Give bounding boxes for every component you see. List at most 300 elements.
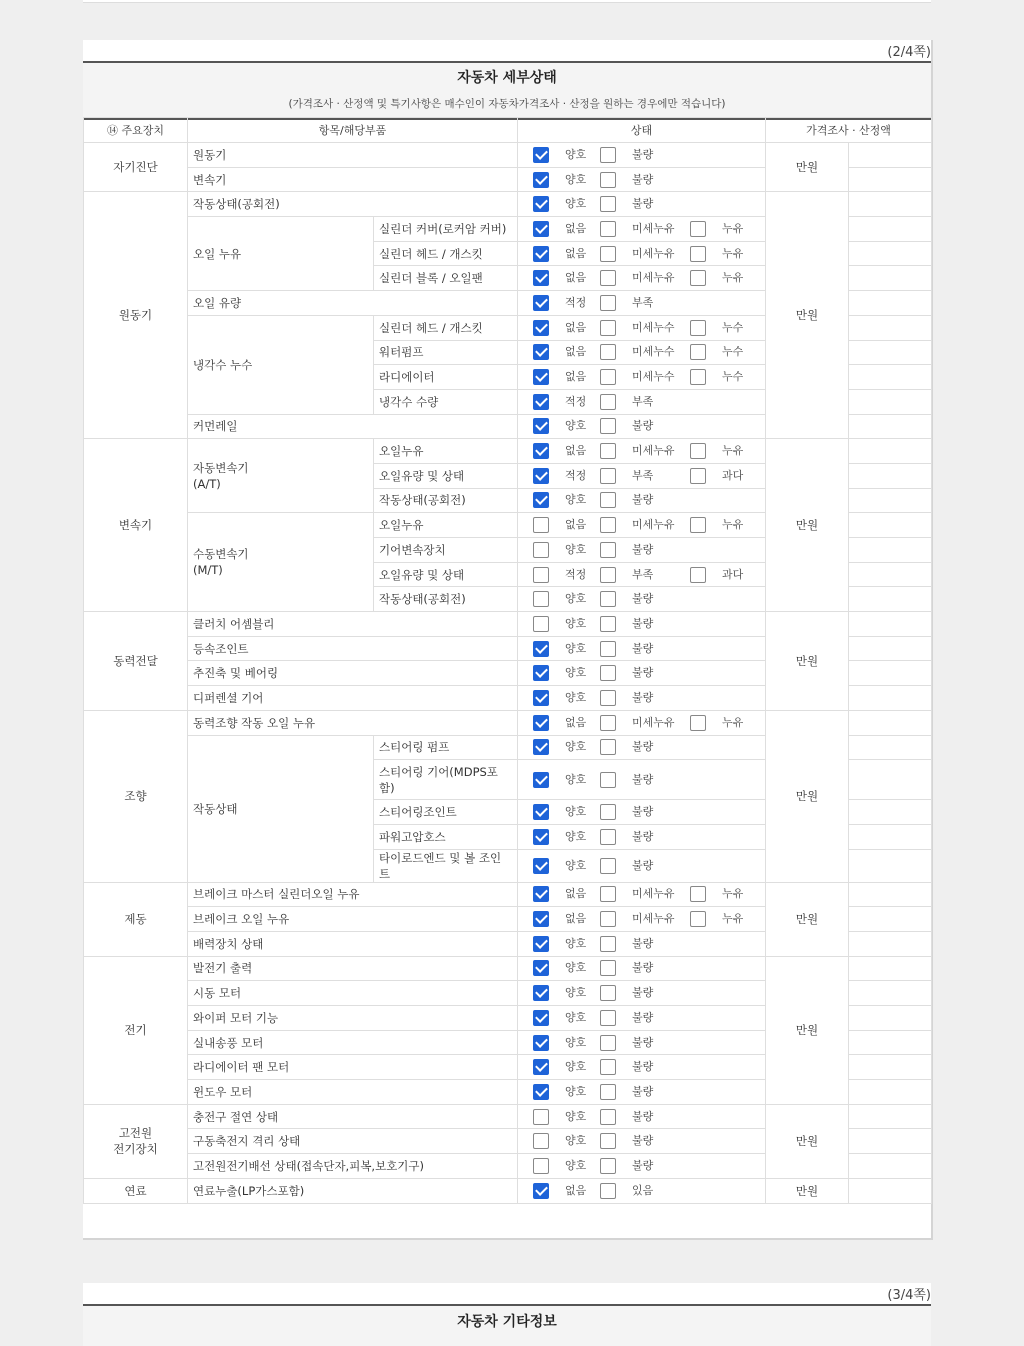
price-value-cell[interactable] [849, 612, 932, 637]
status-cell [518, 1154, 766, 1179]
price-value-cell[interactable] [849, 365, 932, 390]
checkbox-unchecked[interactable] [600, 1133, 616, 1149]
status-options [518, 242, 765, 266]
option-label: 없음 [565, 370, 587, 384]
checkbox-unchecked[interactable] [600, 690, 616, 706]
checkbox-unchecked[interactable] [533, 567, 549, 583]
option-label: 미세누수 [632, 345, 675, 359]
item-label: 시동 모터 [188, 981, 518, 1006]
checkbox-checked[interactable] [533, 468, 549, 484]
status-options [518, 341, 765, 365]
table-row [84, 192, 932, 217]
item-label: 구동축전지 격리 상태 [188, 1129, 518, 1154]
checkbox-checked[interactable] [533, 295, 549, 311]
checkbox-checked[interactable] [533, 196, 549, 212]
checkbox-checked[interactable] [533, 270, 549, 286]
sub-item-label: 실린더 블록 / 오일팬 [374, 266, 518, 291]
item-label: 냉각수 누수 [188, 315, 374, 414]
price-value-cell[interactable] [849, 931, 932, 956]
item-label: 윈도우 모터 [188, 1080, 518, 1105]
option-label: 미세누유 [632, 444, 675, 458]
checkbox-checked[interactable] [533, 1183, 549, 1199]
checkbox-unchecked[interactable] [533, 591, 549, 607]
table-row [84, 612, 932, 637]
status-options [518, 612, 765, 636]
status-cell [518, 849, 766, 882]
status-options [518, 168, 765, 192]
sub-item-label: 타이로드엔드 및 볼 조인트 [374, 849, 518, 882]
checkbox-unchecked[interactable] [600, 492, 616, 508]
status-options [518, 637, 765, 661]
status-cell [518, 538, 766, 563]
checkbox-unchecked[interactable] [600, 665, 616, 681]
price-value-cell[interactable] [849, 538, 932, 563]
option-label: 불량 [632, 936, 654, 950]
option-label: 누유 [722, 887, 744, 901]
checkbox-unchecked[interactable] [600, 147, 616, 163]
option-label: 미세누유 [632, 887, 675, 901]
checkbox-checked[interactable] [533, 1035, 549, 1051]
checkbox-checked[interactable] [533, 829, 549, 845]
price-value-cell[interactable] [849, 192, 932, 217]
status-options [518, 800, 765, 824]
status-options [518, 563, 765, 587]
checkbox-checked[interactable] [533, 1084, 549, 1100]
status-cell [518, 365, 766, 390]
status-options [518, 587, 765, 611]
option-label: 양호 [565, 592, 587, 606]
price-value-cell[interactable] [849, 956, 932, 981]
document-page [83, 40, 933, 1240]
checkbox-checked[interactable] [533, 690, 549, 706]
status-cell [518, 1055, 766, 1080]
checkbox-unchecked[interactable] [600, 517, 616, 533]
price-unit: 만원 [766, 439, 849, 612]
item-label: 오일 유량 [188, 291, 518, 316]
item-label: 오일 누유 [188, 217, 374, 291]
status-cell [518, 661, 766, 686]
status-options [518, 883, 765, 907]
sub-item-label: 스티어링 기어(MDPS포함) [374, 760, 518, 800]
option-label: 적정 [565, 295, 587, 309]
sub-item-label: 파워고압호스 [374, 824, 518, 849]
price-value-cell[interactable] [849, 735, 932, 760]
table-row [84, 143, 932, 168]
status-options [518, 760, 765, 799]
item-label: 추진축 및 베어링 [188, 661, 518, 686]
checkbox-unchecked[interactable] [533, 616, 549, 632]
checkbox-unchecked[interactable] [600, 246, 616, 262]
option-label: 누유 [722, 715, 744, 729]
status-options [518, 932, 765, 956]
price-value-cell[interactable] [849, 661, 932, 686]
sub-item-label: 라디에이터 [374, 365, 518, 390]
checkbox-checked[interactable] [533, 886, 549, 902]
checkbox-unchecked[interactable] [600, 616, 616, 632]
price-value-cell[interactable] [849, 1080, 932, 1105]
checkbox-unchecked[interactable] [533, 1158, 549, 1174]
checkbox-unchecked[interactable] [600, 443, 616, 459]
status-options [518, 143, 765, 167]
status-options [518, 981, 765, 1005]
status-options [518, 957, 765, 981]
option-label: 양호 [565, 666, 587, 680]
option-label: 미세누수 [632, 320, 675, 334]
checkbox-unchecked[interactable] [690, 468, 706, 484]
sub-item-label: 오일유량 및 상태 [374, 562, 518, 587]
option-label: 불량 [632, 542, 654, 556]
option-label: 양호 [565, 172, 587, 186]
checkbox-checked[interactable] [533, 772, 549, 788]
price-value-cell[interactable] [849, 849, 932, 882]
option-label: 불량 [632, 690, 654, 704]
price-value-cell[interactable] [849, 340, 932, 365]
price-value-cell[interactable] [849, 1154, 932, 1179]
checkbox-unchecked[interactable] [600, 911, 616, 927]
option-label: 양호 [565, 1060, 587, 1074]
option-label: 누유 [722, 221, 744, 235]
checkbox-checked[interactable] [533, 715, 549, 731]
table-row [84, 1104, 932, 1129]
price-value-cell[interactable] [849, 800, 932, 825]
checkbox-unchecked[interactable] [600, 196, 616, 212]
checkbox-unchecked[interactable] [600, 1109, 616, 1125]
option-label: 미세누유 [632, 715, 675, 729]
option-label: 없음 [565, 444, 587, 458]
price-value-cell[interactable] [849, 439, 932, 464]
status-cell [518, 824, 766, 849]
option-label: 부족 [632, 295, 654, 309]
checkbox-unchecked[interactable] [690, 270, 706, 286]
price-value-cell[interactable] [849, 710, 932, 735]
table-row [84, 710, 932, 735]
price-value-cell[interactable] [849, 291, 932, 316]
price-value-cell[interactable] [849, 907, 932, 932]
status-cell [518, 315, 766, 340]
status-options [518, 686, 765, 710]
price-value-cell[interactable] [849, 882, 932, 907]
status-options [518, 266, 765, 290]
price-value-cell[interactable] [849, 1055, 932, 1080]
status-cell [518, 1030, 766, 1055]
option-label: 없음 [565, 1183, 587, 1197]
status-cell [518, 636, 766, 661]
price-value-cell[interactable] [849, 1104, 932, 1129]
price-value-cell[interactable] [849, 562, 932, 587]
checkbox-checked[interactable] [533, 394, 549, 410]
status-cell [518, 882, 766, 907]
checkbox-unchecked[interactable] [533, 1109, 549, 1125]
checkbox-unchecked[interactable] [600, 591, 616, 607]
checkbox-checked[interactable] [533, 1010, 549, 1026]
checkbox-checked[interactable] [533, 246, 549, 262]
item-label: 커먼레일 [188, 414, 518, 439]
checkbox-unchecked[interactable] [690, 567, 706, 583]
header-status: 상태 [518, 118, 766, 143]
checkbox-unchecked[interactable] [600, 936, 616, 952]
price-value-cell[interactable] [849, 389, 932, 414]
checkbox-unchecked[interactable] [690, 886, 706, 902]
option-label: 없음 [565, 518, 587, 532]
status-options [518, 711, 765, 735]
checkbox-checked[interactable] [533, 804, 549, 820]
status-options [518, 661, 765, 685]
checkbox-unchecked[interactable] [690, 369, 706, 385]
price-unit: 만원 [766, 956, 849, 1104]
status-cell [518, 710, 766, 735]
price-value-cell[interactable] [849, 1030, 932, 1055]
table-row [84, 439, 932, 464]
checkbox-unchecked[interactable] [600, 418, 616, 434]
status-cell [518, 340, 766, 365]
status-options [518, 1105, 765, 1129]
sub-item-label: 실린더 헤드 / 개스킷 [374, 315, 518, 340]
option-label: 없음 [565, 320, 587, 334]
status-options [518, 415, 765, 439]
status-options [518, 538, 765, 562]
price-value-cell[interactable] [849, 1006, 932, 1031]
checkbox-unchecked[interactable] [600, 1035, 616, 1051]
option-label: 불량 [632, 419, 654, 433]
checkbox-checked[interactable] [533, 320, 549, 336]
checkbox-checked[interactable] [533, 147, 549, 163]
status-cell [518, 389, 766, 414]
option-label: 누수 [722, 320, 744, 334]
option-label: 누유 [722, 246, 744, 260]
item-label: 배력장치 상태 [188, 931, 518, 956]
option-label: 미세누유 [632, 221, 675, 235]
checkbox-checked[interactable] [533, 369, 549, 385]
option-label: 양호 [565, 641, 587, 655]
checkbox-unchecked[interactable] [690, 246, 706, 262]
option-label: 양호 [565, 829, 587, 843]
sub-item-label: 실린더 커버(로커암 커버) [374, 217, 518, 242]
checkbox-unchecked[interactable] [600, 715, 616, 731]
option-label: 불량 [632, 641, 654, 655]
checkbox-checked[interactable] [533, 985, 549, 1001]
price-value-cell[interactable] [849, 587, 932, 612]
checkbox-unchecked[interactable] [600, 985, 616, 1001]
option-label: 미세누유 [632, 912, 675, 926]
header-price: 가격조사 · 산정액 [766, 118, 932, 143]
checkbox-unchecked[interactable] [600, 829, 616, 845]
category-cell: 연료 [84, 1178, 188, 1203]
status-cell [518, 1129, 766, 1154]
table-header-row [84, 118, 932, 143]
checkbox-checked[interactable] [533, 221, 549, 237]
checkbox-checked[interactable] [533, 418, 549, 434]
option-label: 불량 [632, 1035, 654, 1049]
option-label: 양호 [565, 1084, 587, 1098]
option-label: 불량 [632, 616, 654, 630]
checkbox-checked[interactable] [533, 344, 549, 360]
status-options [518, 1179, 765, 1203]
checkbox-checked[interactable] [533, 911, 549, 927]
checkbox-checked[interactable] [533, 739, 549, 755]
checkbox-unchecked[interactable] [690, 221, 706, 237]
checkbox-unchecked[interactable] [600, 886, 616, 902]
status-options [518, 513, 765, 537]
price-value-cell[interactable] [849, 686, 932, 711]
option-label: 양호 [565, 542, 587, 556]
option-label: 부족 [632, 394, 654, 408]
status-options [518, 365, 765, 389]
status-options [518, 291, 765, 315]
inspection-table [83, 117, 932, 1204]
checkbox-unchecked[interactable] [600, 1158, 616, 1174]
option-label: 없음 [565, 345, 587, 359]
option-label: 부족 [632, 567, 654, 581]
status-cell [518, 439, 766, 464]
checkbox-unchecked[interactable] [600, 641, 616, 657]
category-cell: 자기진단 [84, 143, 188, 192]
sub-item-label: 작동상태(공회전) [374, 587, 518, 612]
category-cell: 고전원 전기장치 [84, 1104, 188, 1178]
item-label: 원동기 [188, 143, 518, 168]
option-label: 미세누유 [632, 271, 675, 285]
checkbox-unchecked[interactable] [600, 739, 616, 755]
option-label: 없음 [565, 246, 587, 260]
option-label: 누유 [722, 444, 744, 458]
checkbox-checked[interactable] [533, 858, 549, 874]
checkbox-unchecked[interactable] [690, 443, 706, 459]
checkbox-unchecked[interactable] [690, 517, 706, 533]
checkbox-unchecked[interactable] [690, 320, 706, 336]
option-label: 적정 [565, 567, 587, 581]
option-label: 불량 [632, 1010, 654, 1024]
status-options [518, 439, 765, 463]
status-options [518, 1154, 765, 1178]
price-value-cell[interactable] [849, 488, 932, 513]
table-row [84, 956, 932, 981]
status-options [518, 489, 765, 513]
item-label: 브레이크 오일 누유 [188, 907, 518, 932]
option-label: 양호 [565, 740, 587, 754]
price-value-cell[interactable] [849, 1178, 932, 1203]
option-label: 미세누유 [632, 246, 675, 260]
item-label: 발전기 출력 [188, 956, 518, 981]
status-options [518, 217, 765, 241]
checkbox-checked[interactable] [533, 1059, 549, 1075]
header-item: 항목/해당부품 [188, 118, 518, 143]
checkbox-unchecked[interactable] [600, 542, 616, 558]
option-label: 양호 [565, 1158, 587, 1172]
checkbox-unchecked[interactable] [533, 1133, 549, 1149]
option-label: 양호 [565, 986, 587, 1000]
checkbox-unchecked[interactable] [600, 1183, 616, 1199]
checkbox-unchecked[interactable] [533, 517, 549, 533]
status-options [518, 1055, 765, 1079]
price-value-cell[interactable] [849, 241, 932, 266]
checkbox-unchecked[interactable] [690, 715, 706, 731]
status-cell [518, 217, 766, 242]
status-cell [518, 192, 766, 217]
price-value-cell[interactable] [849, 636, 932, 661]
previous-page-edge [83, 0, 931, 3]
option-label: 불량 [632, 1134, 654, 1148]
checkbox-unchecked[interactable] [600, 369, 616, 385]
status-cell [518, 956, 766, 981]
price-value-cell[interactable] [849, 981, 932, 1006]
price-value-cell[interactable] [849, 513, 932, 538]
option-label: 불량 [632, 858, 654, 872]
checkbox-unchecked[interactable] [600, 772, 616, 788]
section-header [83, 61, 931, 120]
checkbox-unchecked[interactable] [600, 1059, 616, 1075]
status-cell [518, 760, 766, 800]
status-options [518, 850, 765, 882]
option-label: 양호 [565, 961, 587, 975]
checkbox-unchecked[interactable] [600, 172, 616, 188]
checkbox-unchecked[interactable] [600, 960, 616, 976]
checkbox-unchecked[interactable] [600, 394, 616, 410]
checkbox-checked[interactable] [533, 172, 549, 188]
checkbox-unchecked[interactable] [600, 468, 616, 484]
price-value-cell[interactable] [849, 217, 932, 242]
price-unit: 만원 [766, 882, 849, 956]
checkbox-unchecked[interactable] [600, 320, 616, 336]
checkbox-unchecked[interactable] [600, 1010, 616, 1026]
checkbox-unchecked[interactable] [600, 858, 616, 874]
next-page [83, 1283, 931, 1343]
checkbox-unchecked[interactable] [600, 804, 616, 820]
price-value-cell[interactable] [849, 1129, 932, 1154]
checkbox-unchecked[interactable] [600, 344, 616, 360]
status-cell [518, 686, 766, 711]
checkbox-unchecked[interactable] [533, 542, 549, 558]
status-cell [518, 291, 766, 316]
item-label: 작동상태(공회전) [188, 192, 518, 217]
item-label: 등속조인트 [188, 636, 518, 661]
checkbox-unchecked[interactable] [600, 270, 616, 286]
price-value-cell[interactable] [849, 315, 932, 340]
checkbox-unchecked[interactable] [690, 344, 706, 360]
checkbox-unchecked[interactable] [600, 221, 616, 237]
price-value-cell[interactable] [849, 266, 932, 291]
status-cell [518, 562, 766, 587]
status-cell [518, 143, 766, 168]
option-label: 양호 [565, 493, 587, 507]
option-label: 적정 [565, 394, 587, 408]
checkbox-checked[interactable] [533, 641, 549, 657]
price-value-cell[interactable] [849, 824, 932, 849]
checkbox-checked[interactable] [533, 665, 549, 681]
option-label: 양호 [565, 858, 587, 872]
checkbox-checked[interactable] [533, 492, 549, 508]
status-cell [518, 488, 766, 513]
option-label: 양호 [565, 616, 587, 630]
header-main-device: ⑭ 주요장치 [84, 118, 188, 143]
checkbox-checked[interactable] [533, 960, 549, 976]
item-label: 자동변속기 (A/T) [188, 439, 374, 513]
price-value-cell[interactable] [849, 463, 932, 488]
checkbox-unchecked[interactable] [600, 567, 616, 583]
option-label: 불량 [632, 592, 654, 606]
price-value-cell[interactable] [849, 414, 932, 439]
checkbox-checked[interactable] [533, 443, 549, 459]
checkbox-unchecked[interactable] [690, 911, 706, 927]
checkbox-unchecked[interactable] [600, 295, 616, 311]
item-label: 수동변속기 (M/T) [188, 513, 374, 612]
price-value-cell[interactable] [849, 167, 932, 192]
checkbox-unchecked[interactable] [600, 1084, 616, 1100]
price-value-cell[interactable] [849, 143, 932, 168]
section-title: 자동차 세부상태 [457, 70, 557, 86]
checkbox-checked[interactable] [533, 936, 549, 952]
status-cell [518, 587, 766, 612]
price-value-cell[interactable] [849, 760, 932, 800]
item-label: 와이퍼 모터 기능 [188, 1006, 518, 1031]
